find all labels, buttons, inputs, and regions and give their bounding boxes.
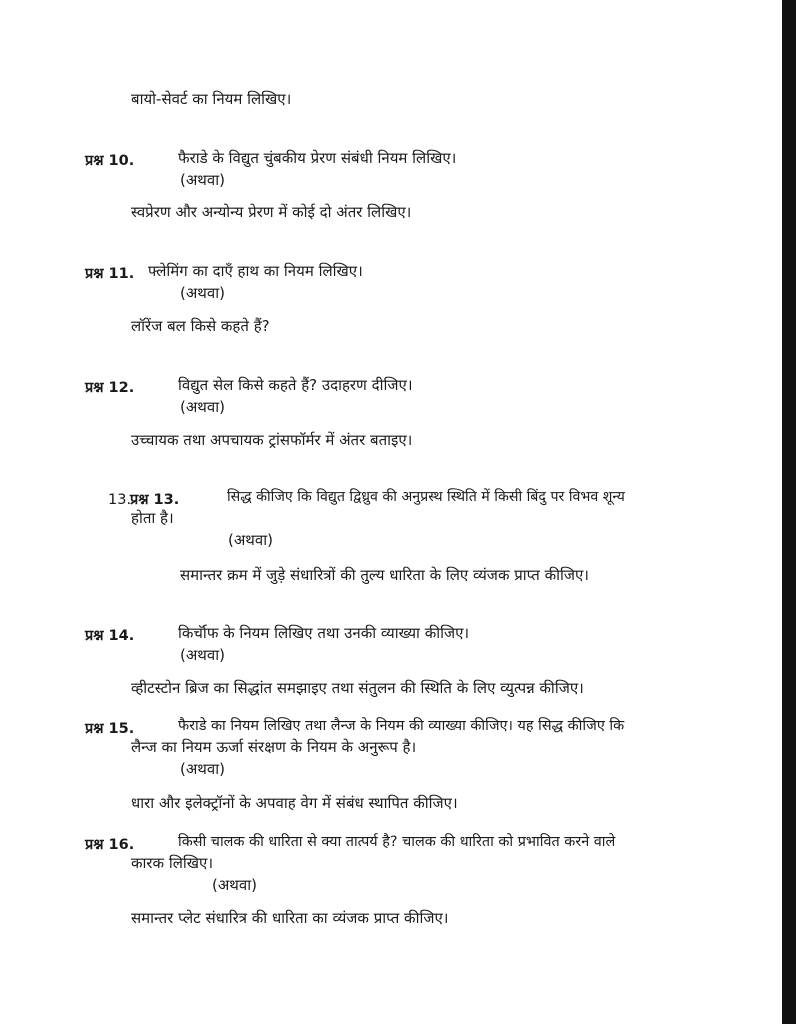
question-text-line1: किसी चालक की धारिता से क्या तात्पर्य है? चालक की धारिता को प्रभावित करने वाले <box>178 834 616 850</box>
question-text: फैराडे के विद्युत चुंबकीय प्रेरण संबंधी नियम लिखिए। <box>178 149 457 167</box>
or-label: (अथवा) <box>180 284 225 302</box>
question-text-line2: लैन्ज का नियम ऊर्जा संरक्षण के नियम के अनुरूप है। <box>131 738 417 756</box>
question-number: प्रश्न 10. <box>85 153 135 169</box>
or-label: (अथवा) <box>228 531 273 549</box>
alternative-question: लॉरेंज बल किसे कहते हैं? <box>131 317 270 335</box>
or-label: (अथवा) <box>180 171 225 189</box>
intro-text: बायो-सेवर्ट का नियम लिखिए। <box>131 90 292 108</box>
question-text-line2: होता है। <box>131 509 174 527</box>
question-number: प्रश्न 11. <box>85 266 135 282</box>
question-text: फ्लेमिंग का दाएँ हाथ का नियम लिखिए। <box>148 262 363 280</box>
question-number: प्रश्न 15. <box>85 721 135 737</box>
alternative-question: व्हीटस्टोन ब्रिज का सिद्धांत समझाइए तथा संतुलन की स्थिति के लिए व्युत्पन्न कीजिए। <box>131 679 584 697</box>
question-text: किर्चॉफ के नियम लिखिए तथा उनकी व्याख्या कीजिए। <box>178 624 470 642</box>
question-text-line1: सिद्ध कीजिए कि विद्युत द्विध्रुव की अनुप्रस्थ स्थिति में किसी बिंदु पर विभव शून्य <box>227 489 625 505</box>
alternative-question: उच्चायक तथा अपचायक ट्रांसफॉर्मर में अंतर बताइए। <box>131 431 413 449</box>
alternative-question: स्वप्रेरण और अन्योन्य प्रेरण में कोई दो अंतर लिखिए। <box>131 203 412 221</box>
question-text: विद्युत सेल किसे कहते हैं? उदाहरण दीजिए। <box>178 376 413 394</box>
or-label: (अथवा) <box>180 398 225 416</box>
question-text-line1: फैराडे का नियम लिखिए तथा लैन्ज के नियम की व्याख्या कीजिए। यह सिद्ध कीजिए कि <box>178 718 625 734</box>
scrollbar-edge <box>782 0 796 1024</box>
alternative-question: समान्तर क्रम में जुड़े संधारित्रों की तुल्य धारिता के लिए व्यंजक प्राप्त कीजिए। <box>180 566 589 584</box>
question-prefix: 13. <box>108 492 132 508</box>
or-label: (अथवा) <box>180 760 225 778</box>
question-number: प्रश्न 12. <box>85 380 135 396</box>
alternative-question: धारा और इलेक्ट्रॉनों के अपवाह वेग में संबंध स्थापित कीजिए। <box>131 794 458 812</box>
or-label: (अथवा) <box>180 646 225 664</box>
question-text-line2: कारक लिखिए। <box>131 854 214 872</box>
question-number: प्रश्न 16. <box>85 837 135 853</box>
question-number: प्रश्न 13. <box>130 492 180 508</box>
or-label: (अथवा) <box>212 876 257 894</box>
alternative-question: समान्तर प्लेट संधारित्र की धारिता का व्यंजक प्राप्त कीजिए। <box>131 909 449 927</box>
question-number: प्रश्न 14. <box>85 628 135 644</box>
